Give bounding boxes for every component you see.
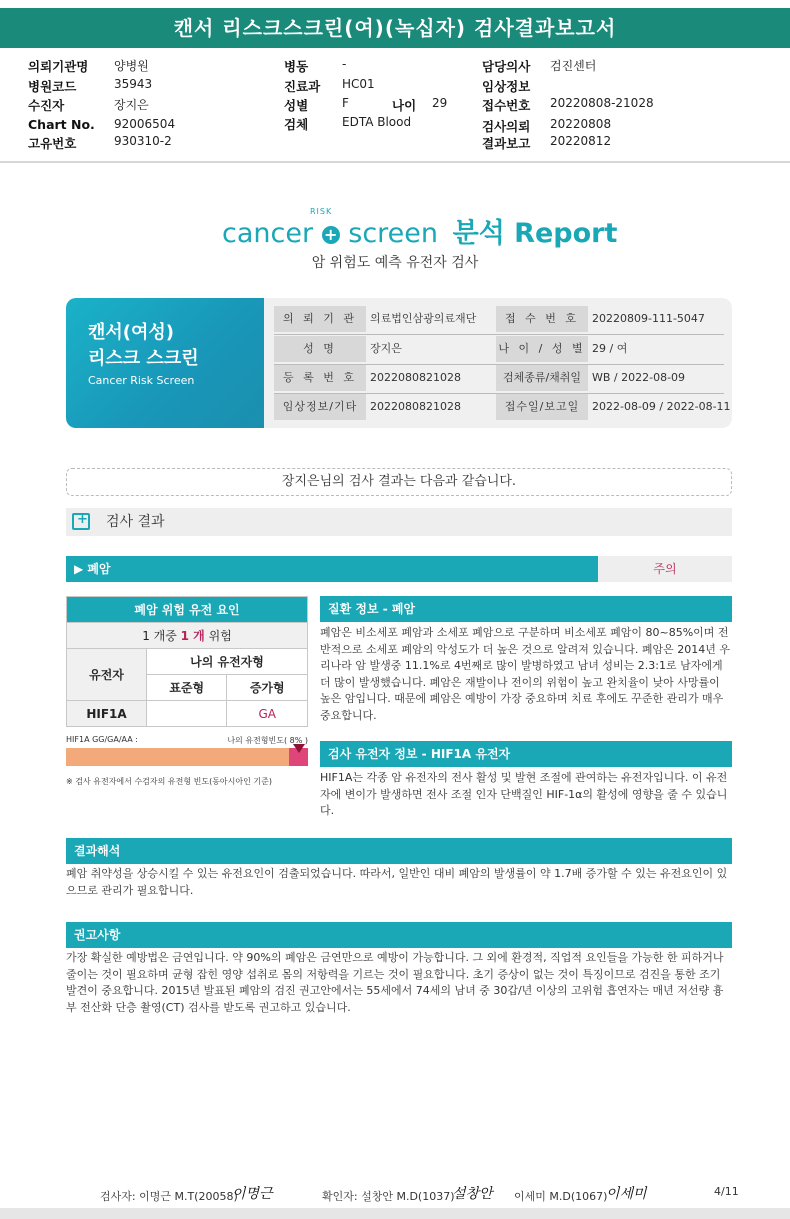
report-logo: [222, 205, 618, 249]
risk-status-badge: 주의: [598, 556, 732, 582]
dept-value: HC01: [342, 77, 375, 91]
result-value: 20220812: [550, 134, 612, 148]
tester-info: 검사자: 이명근 M.T(20058): [100, 1190, 238, 1203]
ward-label: 병동: [284, 59, 309, 74]
gene-column-header: 유전자: [67, 649, 147, 701]
banner-value: 2022080821028: [370, 371, 461, 384]
section-title: 검사 결과: [106, 514, 165, 530]
greeting: 장지은님의 검사 결과는 다음과 같습니다.: [66, 468, 732, 496]
section-header: [66, 508, 732, 536]
receipt-label: 접수번호: [482, 98, 531, 113]
risk-gene-table: [66, 596, 308, 727]
standard-genotype: [147, 701, 227, 727]
result-label: 결과보고: [482, 136, 531, 151]
banner-label: 접수일/보고일: [496, 394, 588, 420]
banner-title-en: Cancer Risk Screen: [88, 374, 195, 387]
banner-label: 나 이 / 성 별: [496, 336, 588, 362]
frequency-genotypes: HIF1A GG/GA/AA :: [66, 735, 138, 744]
frequency-bar: [66, 748, 308, 766]
receipt-value: 20220808-21028: [550, 96, 654, 110]
frequency-label: [66, 735, 308, 744]
patient-value: 장지은: [114, 98, 149, 112]
banner-value: 29 / 여: [592, 342, 628, 355]
gene-name: HIF1A: [67, 701, 147, 727]
interpretation-text: 폐암 취약성을 상승시킬 수 있는 유전요인이 검출되었습니다. 따라서, 일반인 대비 폐암의 발생률이 약 1.7배 증가할 수 있는 유전요인이 있으므로 관리가 필요합니다.: [66, 867, 728, 897]
genotype-column-header: 나의 유전자형: [147, 649, 308, 675]
interpretation-header: 결과해석: [66, 838, 732, 864]
chart-value: 92006504: [114, 117, 176, 131]
request-label: 검사의뢰: [482, 119, 531, 134]
banner-rule: [274, 334, 724, 335]
banner-value: WB / 2022-08-09: [592, 371, 686, 384]
banner-value: 20220809-111-5047: [592, 312, 705, 325]
confirmer2-signature: 이세미: [606, 1186, 647, 1202]
request-value: 20220808: [550, 117, 612, 131]
institution-label: 의뢰기관명: [28, 59, 89, 74]
logo-report: 분석 Report: [452, 218, 618, 249]
ward-value: -: [342, 57, 347, 71]
dept-label: 진료과: [284, 79, 321, 94]
banner-value: 장지은: [370, 342, 402, 355]
report-subtitle: 암 위험도 예측 유전자 검사: [311, 255, 479, 271]
standard-column-header: 표준형: [147, 675, 227, 701]
banner-title-1: 캔서(여성): [88, 322, 175, 343]
age-label: 나이: [392, 98, 417, 113]
gene-info-text: HIF1A는 각종 암 유전자의 전사 활성 및 발현 조절에 관여하는 유전자입니다. 이 유전자에 변이가 발생하면 전사 조절 인자 단백질인 HIF-1α의 활성에 영향을 줄 수 있습니다.: [320, 771, 728, 817]
bottom-strip: [0, 1208, 790, 1219]
page-number: 4/11: [714, 1185, 739, 1198]
logo-screen: screen: [348, 218, 439, 249]
patient-label: 수진자: [28, 98, 65, 113]
confirmer-signature: 설창안: [452, 1186, 493, 1202]
banner-label: 검체종류/채취일: [496, 365, 588, 391]
confirmer-info: 확인자: 설창안 M.D(1037): [322, 1190, 455, 1203]
banner-title-2: 리스크 스크린: [88, 348, 199, 369]
risk-table-title: 폐암 위험 유전 요인: [67, 597, 308, 623]
sex-value: F: [342, 96, 349, 110]
logo-cancer: cancer: [222, 218, 314, 249]
specimen-value: EDTA Blood: [342, 115, 412, 129]
increased-column-header: 증가형: [227, 675, 308, 701]
specimen-label: 검체: [284, 117, 309, 132]
recommendation-text: 가장 확실한 예방법은 금연입니다. 약 90%의 폐암은 금연만으로 예방이 가능합니다. 그 외에 환경적, 직업적 요인들을 가능한 한 피하거나 줄이는 것이 필요하며 균형 잡힌 영양 섭취로 몸의 저항력을 기르는 것이 필요합니다. 초기 증상이 없는 것이 특징이므로 검진을 통한 조기 발견이 중요합니다. 2015년 발표된 폐암의 검진 권고안에서는 55세에서 74세의 남녀 중 30갑/년 이상의 고위험 흡연자는 매년 저선량 흉부 전산화 단층 촬영(CT) 검사를 받도록 권고하고 있습니다.: [66, 951, 724, 1014]
tester-signature: 이명근: [232, 1186, 273, 1202]
banner-label: 의 뢰 기 관: [274, 306, 366, 332]
hospital-code-value: 35943: [114, 77, 153, 91]
cancer-name-bar: ▶ 폐암: [66, 556, 598, 582]
logo-risk-tag: RISK: [310, 207, 333, 216]
disease-info-text: 폐암은 비소세포 폐암과 소세포 폐암으로 구분하며 비소세포 폐암이 80~85%이며 전반적으로 소세포 폐암의 악성도가 더 높은 것으로 알려져 있습니다. 폐암은 2014년 우리나라 암 발생중 11.1%로 4번째로 많이 발병하였고 남녀 성비는 2.3:1로 남자에게 더 많이 발생했습니다. 폐암은 재발이나 전이의 위험이 높고 완치율이 낮아 사망률이 높은 암입니다. 때문에 폐암은 예방이 가장 중요하며 치료 후에도 꾸준한 관리가 매우 중요합니다.: [320, 626, 730, 722]
sex-label: 성별: [284, 98, 309, 113]
confirmer2-info: 이세미 M.D(1067): [514, 1190, 608, 1203]
report-title: 캔서 리스크스크린(여)(녹십자) 검사결과보고서: [0, 8, 790, 48]
summary-banner: [66, 298, 732, 428]
chart-label: Chart No.: [28, 117, 95, 132]
unique-value: 930310-2: [114, 134, 172, 148]
logo-plus-icon: +: [322, 226, 340, 244]
disease-info-header: 질환 정보 - 폐암: [320, 596, 732, 622]
clinical-label: 임상정보: [482, 79, 531, 94]
risk-count-num: 1 개: [180, 629, 205, 643]
institution-value: 양병원: [114, 59, 149, 73]
doctor-value: 검진센터: [550, 59, 597, 73]
banner-label: 성 명: [274, 336, 366, 362]
banner-brand: [66, 298, 264, 428]
increased-genotype: GA: [227, 701, 308, 727]
header-divider: [0, 161, 790, 163]
hospital-code-label: 병원코드: [28, 79, 77, 94]
banner-value: 2022-08-09 / 2022-08-11: [592, 400, 731, 413]
risk-count: [67, 623, 308, 649]
frequency-note: ※ 검사 유전자에서 수검자의 유전형 빈도(동아시아인 기준): [66, 777, 272, 786]
recommendation-header: 권고사항: [66, 922, 732, 948]
frequency-mine: 나의 유전형빈도( 8% ): [227, 736, 308, 745]
doctor-label: 담당의사: [482, 59, 531, 74]
risk-count-post: 위험: [204, 629, 232, 643]
banner-value: 의료법인삼광의료재단: [370, 312, 477, 325]
age-value: 29: [432, 96, 448, 110]
banner-value: 2022080821028: [370, 400, 461, 413]
folder-plus-icon: [72, 513, 90, 530]
risk-count-pre: 1 개중: [142, 629, 181, 643]
unique-label: 고유번호: [28, 136, 77, 151]
banner-label: 접 수 번 호: [496, 306, 588, 332]
banner-label: 등 록 번 호: [274, 365, 366, 391]
banner-label: 임상정보/기타: [274, 394, 366, 420]
frequency-marker-icon: [293, 744, 305, 753]
gene-info-header: 검사 유전자 정보 - HIF1A 유전자: [320, 741, 732, 767]
